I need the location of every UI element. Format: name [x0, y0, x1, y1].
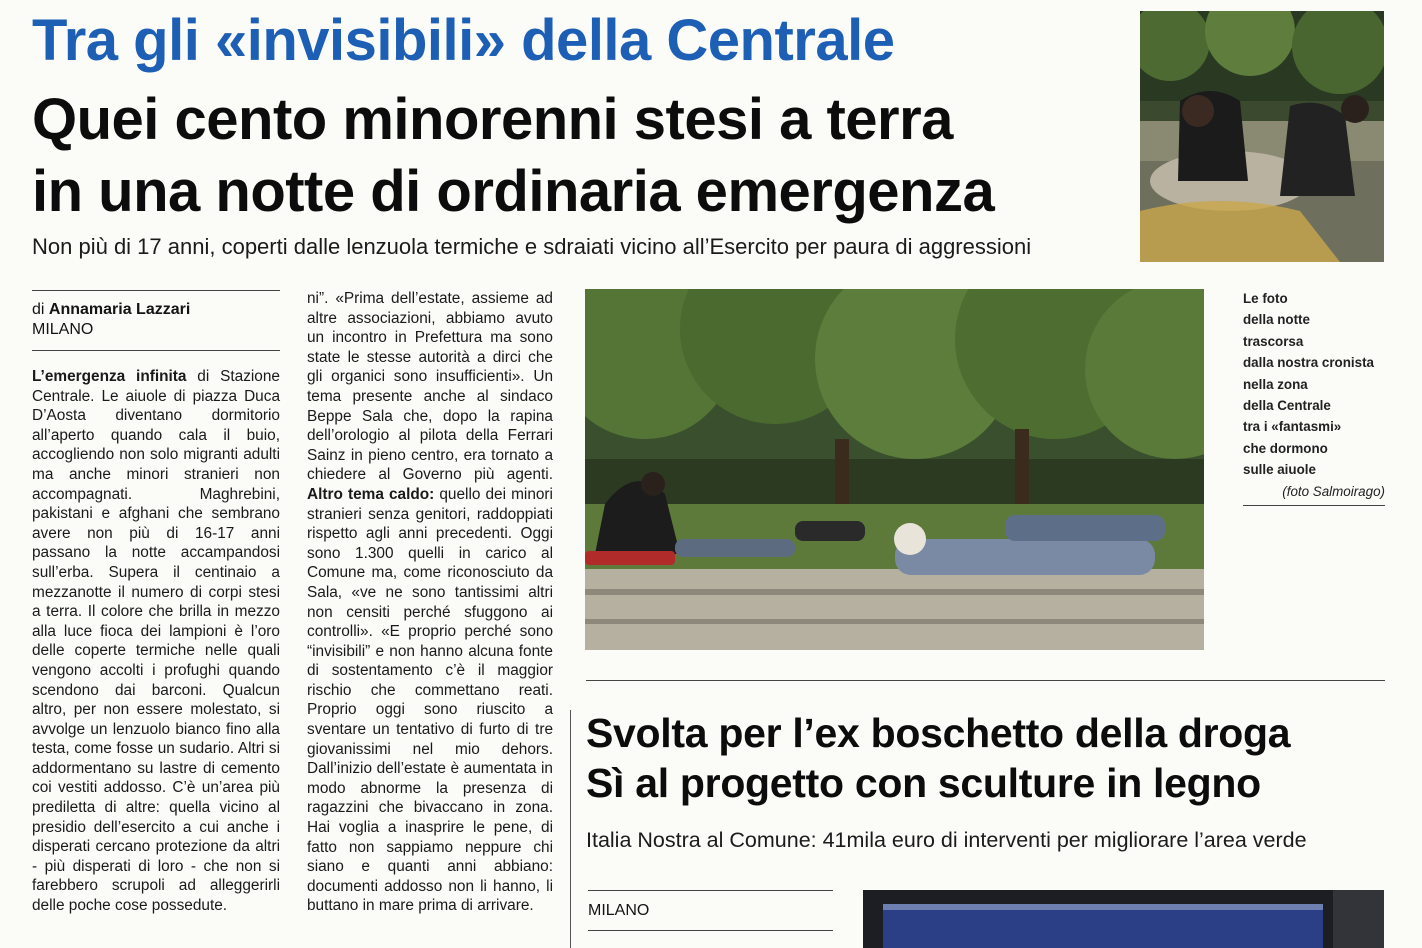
top-photo-youths-on-grass — [1140, 11, 1384, 262]
second-article-headline: Svolta per l’ex boschetto della droga Sì al progetto con sculture in legno — [586, 710, 1291, 806]
second-byline-bottom-rule — [588, 930, 833, 931]
author-name: Annamaria Lazzari — [48, 301, 191, 318]
article-headline — [32, 84, 994, 228]
headline-line-2: in una notte di ordinaria emergenza — [32, 159, 995, 224]
section-lead-in: Altro tema caldo: — [307, 485, 435, 503]
lead-in: L’emergenza infinita — [32, 368, 187, 385]
column-divider — [570, 710, 571, 948]
dateline: MILANO — [32, 321, 94, 338]
second-article-subheadline: Italia Nostra al Comune: 41mila euro di interventi per migliorare l’area verde — [586, 828, 1307, 852]
byline: di Annamaria Lazzari MILANO — [32, 301, 191, 338]
photo-caption: Le foto della notte trascorsa dalla nostra cronista nella zona della Centrale tra i «fantasmi» che dormono sulle aiuole (foto Salmoirago) — [1243, 288, 1385, 502]
second-byline-rule — [588, 890, 833, 891]
main-photo-night-park — [585, 289, 1204, 650]
byline-bottom-rule — [32, 350, 280, 351]
byline-rule — [32, 290, 280, 291]
article-subheadline: Non più di 17 anni, coperti dalle lenzuola termiche e sdraiati vicino all’Esercito per paura di aggressioni — [32, 234, 1032, 259]
article-kicker: Tra gli «invisibili» della Centrale — [32, 8, 895, 73]
caption-rule — [1243, 505, 1385, 506]
second-article-dateline: MILANO — [588, 902, 650, 919]
body-column-1: L’emergenza infinita di Stazione Centrale. Le aiuole di piazza Duca D’Aosta diventano dormitorio all’aperto quando cala il buio, accogliendo non solo migranti adulti ma anche minori stranieri non accompagnati. Maghrebini, pakistani e afghani che sembrano avere non più di 16-17 anni passano la notte accampandosi sull’erba. Supera il centinaio a mezzanotte il numero di corpi stesi a terra. Il colore che brilla in mezzo alla luce fioca dei lampioni è l’oro delle coperte termiche nelle quali vengono accolti i profughi quando scendono dai barconi. Qualcun altro, per non essere molestato, si avvolge un lenzuolo bianco fino alla testa, come fosse un sudario. Altri si addormentano su lastre di cemento coi vestiti addosso. C’è un’area più prediletta di altre: quella vicino al presidio dell’esercito a cui anche i disperati cercano protezione da altri - più disperati di loro - che non si farebbero scrupoli ad alleggerirli delle poche cose possedute. — [32, 368, 280, 915]
photo-credit: (foto Salmoirago) — [1282, 483, 1385, 499]
headline-line-1: Quei cento minorenni stesi a terra — [32, 87, 953, 152]
bottom-photo-cropped — [863, 890, 1384, 948]
second-article-top-rule — [586, 680, 1385, 681]
body-column-2: ni”. «Prima dell’estate, assieme ad altre associazioni, abbiamo avuto un incontro in Prefettura ma sono state le stesse autorità a dirci che gli organici sono insufficienti». Un tema presente anche al sindaco Beppe Sala che, dopo la rapina dell’orologio al pilota della Ferrari Sainz in pieno centro, era tornato a chiedere al Governo più agenti. Altro tema caldo: quello dei minori stranieri senza genitori, raddoppiati rispetto agli anni precedenti. Oggi sono 1.300 quelli in carico al Comune ma, come riconosciuto da Sala, «ve ne sono tantissimi altri non censiti perché sfuggono ai controlli». «E proprio perché sono “invisibili” e non hanno alcuna fonte di sostentamento c’è il maggior rischio che commettano reati. Proprio oggi sono riuscito a sventare un tentativo di furto di tre giovanissimi nel mio dehors. Dall’inizio dell’estate è aumentata in modo abnorme la presenza di ragazzini che bivaccano in zona. Hai voglia a inasprire le pene, di fatto non sappiamo neppure chi siano e quanti anni abbiano: documenti addosso non li hanno, li buttano in mare prima di arrivare. — [307, 290, 553, 915]
